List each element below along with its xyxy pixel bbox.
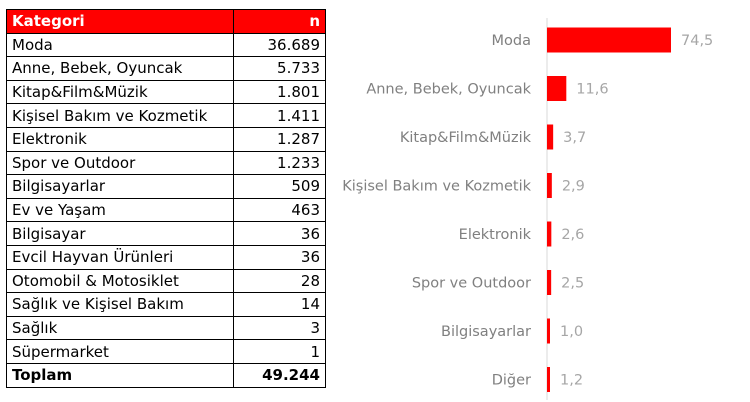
row-category: Sağlık ve Kişisel Bakım: [7, 293, 234, 317]
row-count: 509: [234, 175, 326, 199]
table-total-row: [7, 363, 326, 387]
data-label: 1,2: [560, 372, 584, 389]
row-count: 36: [234, 245, 326, 269]
bar: [547, 125, 553, 150]
row-count: 36.689: [234, 33, 326, 57]
row-count: 1.411: [234, 104, 326, 128]
row-category: Ev ve Yaşam: [7, 198, 234, 222]
category-tick-label: Kitap&Film&Müzik: [399, 130, 531, 146]
row-category: Anne, Bebek, Oyuncak: [7, 57, 234, 81]
category-tick-label: Bilgisayarlar: [441, 324, 531, 340]
total-label: Toplam: [7, 363, 234, 387]
row-count: 463: [234, 198, 326, 222]
data-label: 11,6: [576, 81, 609, 98]
category-tick-label: Diğer: [491, 372, 531, 389]
row-count: 1.801: [234, 80, 326, 104]
row-count: 5.733: [234, 57, 326, 81]
table-row: [7, 33, 326, 57]
table-row: [7, 340, 326, 364]
row-category: Spor ve Outdoor: [7, 151, 234, 175]
table-row: [7, 316, 326, 340]
row-category: Moda: [7, 33, 234, 57]
table-row: [7, 175, 326, 199]
category-tick-label: Spor ve Outdoor: [411, 275, 531, 292]
row-category: Evcil Hayvan Ürünleri: [7, 245, 234, 269]
row-category: Sağlık: [7, 316, 234, 340]
row-count: 14: [234, 293, 326, 317]
category-table: [6, 9, 326, 388]
row-count: 3: [234, 316, 326, 340]
row-category: Kitap&Film&Müzik: [7, 80, 234, 104]
table-row: [7, 222, 326, 246]
header-category: Kategori: [7, 10, 234, 34]
table-row: [7, 57, 326, 81]
table-row: [7, 245, 326, 269]
table-row: [7, 80, 326, 104]
bar: [547, 76, 566, 101]
data-label: 74,5: [681, 33, 714, 49]
data-label: 3,7: [563, 130, 587, 146]
table-header-row: [7, 10, 326, 34]
category-tick-label: Kişisel Bakım ve Kozmetik: [342, 178, 531, 195]
table-row: [7, 151, 326, 175]
category-tick-label: Elektronik: [458, 227, 531, 243]
bar: [547, 367, 550, 392]
row-count: 28: [234, 269, 326, 293]
row-category: Kişisel Bakım ve Kozmetik: [7, 104, 234, 128]
bar-chart: [330, 0, 750, 402]
header-n: n: [234, 10, 326, 34]
table-row: [7, 269, 326, 293]
row-category: Süpermarket: [7, 340, 234, 364]
row-count: 1.287: [234, 127, 326, 151]
row-category: Bilgisayarlar: [7, 175, 234, 199]
row-category: Elektronik: [7, 127, 234, 151]
data-label: 2,9: [561, 178, 585, 195]
row-category: Otomobil & Motosiklet: [7, 269, 234, 293]
row-category: Bilgisayar: [7, 222, 234, 246]
category-tick-label: Moda: [491, 33, 531, 49]
table-row: [7, 198, 326, 222]
data-label: 2,5: [561, 275, 585, 292]
bar: [547, 173, 552, 198]
category-tick-label: Anne, Bebek, Oyuncak: [366, 81, 531, 98]
table-row: [7, 293, 326, 317]
row-count: 1.233: [234, 151, 326, 175]
total-value: 49.244: [234, 363, 326, 387]
data-label: 2,6: [561, 227, 585, 243]
row-count: 1: [234, 340, 326, 364]
table-body: [7, 10, 326, 388]
table-row: [7, 127, 326, 151]
bar: [547, 319, 550, 344]
data-label: 1,0: [560, 324, 584, 340]
bar: [547, 222, 551, 247]
table-row: [7, 104, 326, 128]
row-count: 36: [234, 222, 326, 246]
bar: [547, 28, 671, 53]
bar: [547, 270, 551, 295]
